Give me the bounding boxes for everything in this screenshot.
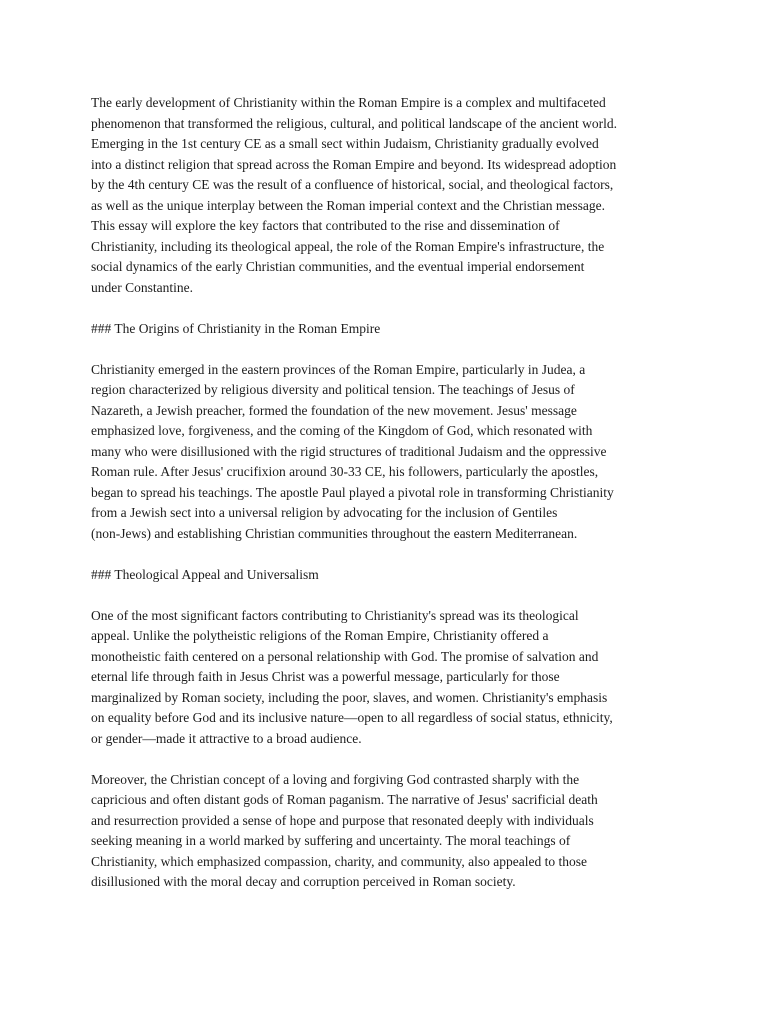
- text-line: by the 4th century CE was the result of a confluence of historical, social, and theological factors,: [91, 177, 614, 192]
- text-line: as well as the unique interplay between the Roman imperial context and the Christian message.: [91, 197, 605, 213]
- document-page: [91, 93, 681, 893]
- paragraph-gap: [91, 585, 681, 606]
- text-line: The early development of Christianity within the Roman Empire is a complex and multifaceted: [91, 95, 606, 110]
- text-line: emphasized love, forgiveness, and the coming of the Kingdom of God, which resonated with: [91, 423, 593, 438]
- text-line: phenomenon that transformed the religious, cultural, and political landscape of the ancient world.: [91, 115, 617, 131]
- section-heading-origins: [91, 319, 681, 340]
- text-line: disillusioned with the moral decay and corruption perceived in Roman society.: [91, 874, 516, 889]
- text-line: appeal. Unlike the polytheistic religions of the Roman Empire, Christianity offered a: [91, 628, 549, 643]
- text-line: or gender—made it attractive to a broad audience.: [91, 730, 362, 746]
- text-line: seeking meaning in a world marked by suffering and uncertainty. The moral teachings of: [91, 833, 571, 848]
- text-line: marginalized by Roman society, including the poor, slaves, and women. Christianity's emphasis: [91, 689, 608, 705]
- text-line: (non-Jews) and establishing Christian communities throughout the eastern Mediterranean.: [91, 525, 578, 541]
- text-line: This essay will explore the key factors that contributed to the rise and dissemination of: [91, 218, 560, 233]
- paragraph-gap: [91, 339, 681, 360]
- text-line: monotheistic faith centered on a personal relationship with God. The promise of salvation and: [91, 648, 599, 664]
- moreover-paragraph: [91, 770, 681, 893]
- text-line: Christianity emerged in the eastern provinces of the Roman Empire, particularly in Judea, a: [91, 361, 586, 377]
- text-line: capricious and often distant gods of Roman paganism. The narrative of Jesus' sacrificial death: [91, 792, 598, 807]
- paragraph-gap: [91, 544, 681, 565]
- heading-line: ### Theological Appeal and Universalism: [91, 566, 319, 582]
- text-line: Christianity, which emphasized compassion, charity, and community, also appealed to those: [91, 853, 588, 869]
- text-line: into a distinct religion that spread across the Roman Empire and beyond. Its widespread adoption: [91, 156, 617, 172]
- text-line: and resurrection provided a sense of hope and purpose that resonated deeply with individuals: [91, 812, 594, 828]
- text-line: region characterized by religious diversity and political tension. The teachings of Jesus of: [91, 382, 575, 397]
- theological-paragraph: [91, 606, 681, 750]
- origins-paragraph: [91, 360, 681, 545]
- text-line: under Constantine.: [91, 279, 193, 295]
- text-line: Moreover, the Christian concept of a loving and forgiving God contrasted sharply with the: [91, 771, 580, 787]
- text-line: eternal life through faith in Jesus Christ was a powerful message, particularly for those: [91, 669, 560, 684]
- paragraph-gap: [91, 749, 681, 770]
- intro-paragraph: [91, 93, 681, 298]
- text-line: on equality before God and its inclusive nature—open to all regardless of social status, ethnicity,: [91, 710, 613, 725]
- text-line: Roman rule. After Jesus' crucifixion around 30-33 CE, his followers, particularly the apostles,: [91, 464, 599, 479]
- text-line: Emerging in the 1st century CE as a small sect within Judaism, Christianity gradually evolved: [91, 136, 599, 151]
- text-line: began to spread his teachings. The apostle Paul played a pivotal role in transforming Christianity: [91, 484, 614, 500]
- text-line: from a Jewish sect into a universal religion by advocating for the inclusion of Gentiles: [91, 505, 558, 520]
- text-line: social dynamics of the early Christian communities, and the eventual imperial endorsement: [91, 259, 585, 274]
- text-line: Christianity, including its theological appeal, the role of the Roman Empire's infrastructure, the: [91, 238, 605, 254]
- text-line: One of the most significant factors contributing to Christianity's spread was its theological: [91, 607, 579, 623]
- paragraph-gap: [91, 298, 681, 319]
- text-line: many who were disillusioned with the rigid structures of traditional Judaism and the oppressive: [91, 443, 607, 459]
- heading-line: ### The Origins of Christianity in the Roman Empire: [91, 320, 381, 336]
- section-heading-theological: [91, 565, 681, 586]
- text-line: Nazareth, a Jewish preacher, formed the foundation of the new movement. Jesus' message: [91, 402, 577, 418]
